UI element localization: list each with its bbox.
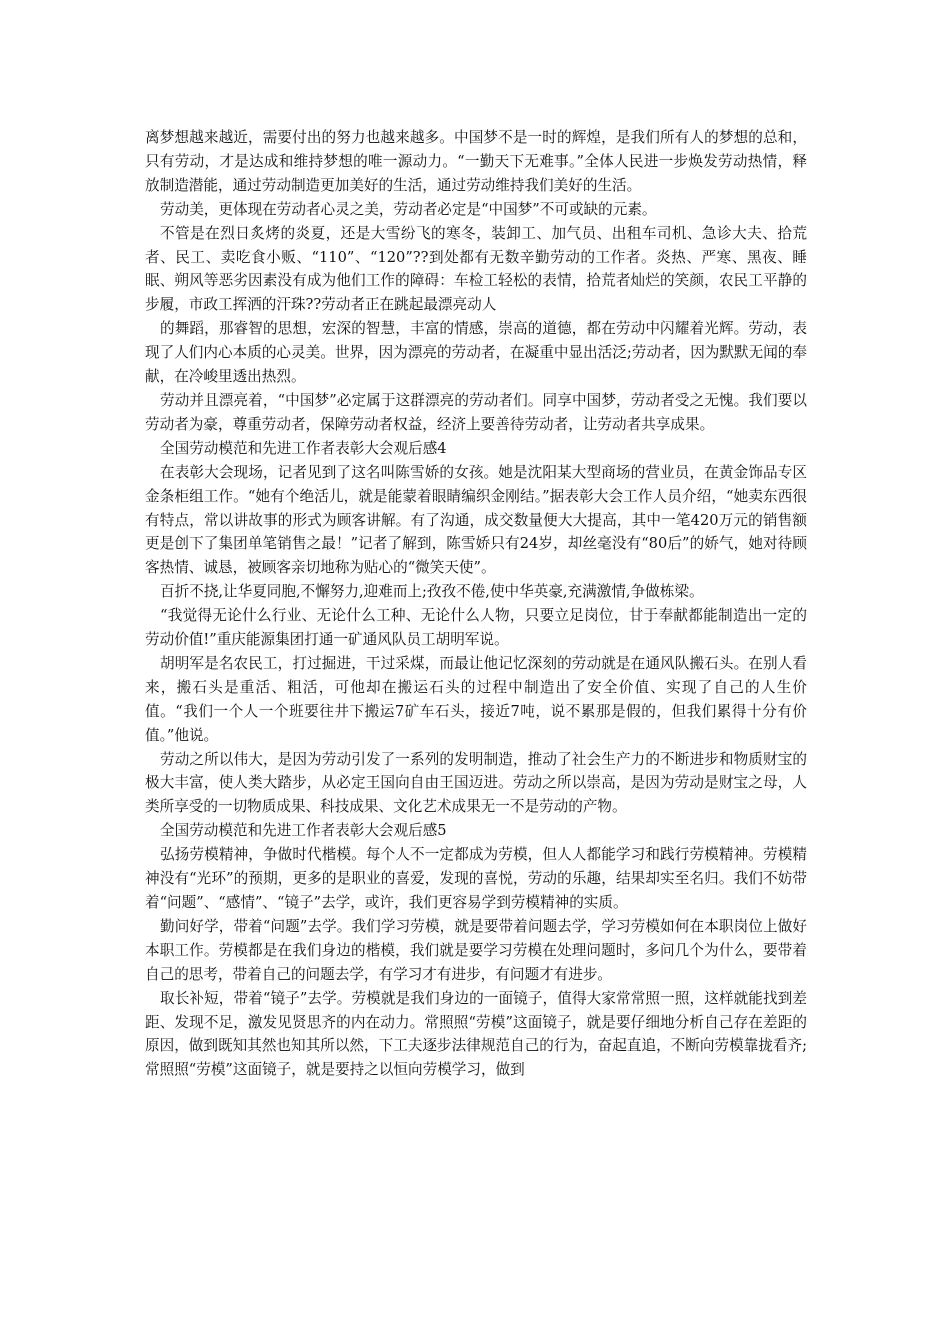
document-body bbox=[145, 126, 807, 1082]
section-heading-5: 全国劳动模范和先进工作者表彰大会观后感5 bbox=[160, 822, 447, 840]
section-heading-4: 全国劳动模范和先进工作者表彰大会观后感4 bbox=[160, 439, 447, 457]
paragraph-4: 的舞蹈，那睿智的思想，宏深的智慧，丰富的情感，崇高的道德，都在劳动中闪耀着光辉。劳动，表现了人们内心本质的心灵美。世界，因为漂亮的劳动者，在凝重中显出活泛;劳动者，因为默默无闻的奉献，在冷峻里透出热烈。 bbox=[145, 320, 807, 386]
paragraph-13: 取长补短，带着“镜子”去学。劳模就是我们身边的一面镜子，值得大家常常照一照，这样就能找到差距、发现不足，激发见贤思齐的内在动力。常照照“劳模”这面镜子，就是要仔细地分析自己存在差距的原因，做到既知其然也知其所以然，下工夫逐步法律规范自己的行为，奋起直追，不断向劳模靠拢看齐;常照照“劳模”这面镜子，就是要持之以恒向劳模学习，做到 bbox=[145, 989, 807, 1079]
paragraph-10: 劳动之所以伟大，是因为劳动引发了一系列的发明制造，推动了社会生产力的不断进步和物质财宝的极大丰富，使人类大踏步，从必定王国向自由王国迈进。劳动之所以崇高，是因为劳动是财宝之母，人类所享受的一切物质成果、科技成果、文化艺术成果无一不是劳动的产物。 bbox=[145, 750, 807, 816]
paragraph-6: 在表彰大会现场，记者见到了这名叫陈雪娇的女孩。她是沈阳某大型商场的营业员，在黄金饰品专区金条柜组工作。“她有个绝活儿，就是能蒙着眼睛编织金刚结。”据表彰大会工作人员介绍，“她卖东西很有特点，常以讲故事的形式为顾客讲解。有了沟通，成交数量便大大提高，其中一笔420万元的销售额更是创下了集团单笔销售之最！”记者了解到，陈雪娇只有24岁，却丝毫没有“80后”的娇气，她对待顾客热情、诚恳，被顾客亲切地称为贴心的“微笑天使”。 bbox=[145, 463, 807, 577]
paragraph-12: 勤问好学，带着“问题”去学。我们学习劳模，就是要带着问题去学，学习劳模如何在本职岗位上做好本职工作。劳模都是在我们身边的楷模，我们就是要学习劳模在处理问题时，多问几个为什么，要带着自己的思考，带着自己的问题去学，有学习才有进步，有问题才有进步。 bbox=[145, 917, 807, 983]
paragraph-5: 劳动并且漂亮着，“中国梦”必定属于这群漂亮的劳动者们。同享中国梦，劳动者受之无愧。我们要以劳动者为豪，尊重劳动者，保障劳动者权益，经济上要善待劳动者，让劳动者共享成果。 bbox=[145, 391, 807, 433]
paragraph-9: 胡明军是名农民工，打过掘进，干过采煤，而最让他记忆深刻的劳动就是在通风队搬石头。在别人看来，搬石头是重活、粗活，可他却在搬运石头的过程中制造出了安全价值、实现了自己的人生价值。“我们一个人一个班要往井下搬运7矿车石头，接近7吨，说不累那是假的，但我们累得十分有价值。”他说。 bbox=[145, 654, 807, 744]
paragraph-8: “我觉得无论什么行业、无论什么工种、无论什么人物，只要立足岗位，甘于奉献都能制造出一定的劳动价值!”重庆能源集团打通一矿通风队员工胡明军说。 bbox=[145, 607, 807, 649]
paragraph-3: 不管是在烈日炙烤的炎夏，还是大雪纷飞的寒冬，装卸工、加气员、出租车司机、急诊大夫、拾荒者、民工、卖吃食小贩、“110”、“120”??到处都有无数辛勤劳动的工作者。炎热、严寒、黑夜、睡眠、朔风等恶劣因素没有成为他们工作的障碍：车检工轻松的表情，拾荒者灿烂的笑颜，农民工平静的步履，市政工挥洒的汗珠??劳动者正在跳起最漂亮动人 bbox=[145, 224, 807, 314]
paragraph-11: 弘扬劳模精神，争做时代楷模。每个人不一定都成为劳模，但人人都能学习和践行劳模精神。劳模精神没有“光环”的预期，更多的是职业的喜爱，发现的喜悦，劳动的乐趣，结果却实至名归。我们不妨带着“问题”、“感情”、“镜子”去学，或许，我们更容易学到劳模精神的实质。 bbox=[145, 846, 807, 911]
paragraph-7: 百折不挠,让华夏同胞,不懈努力,迎难而上;孜孜不倦,使中华英豪,充满激情,争做栋梁。 bbox=[160, 583, 704, 601]
paragraph-1: 离梦想越来越近，需要付出的努力也越来越多。中国梦不是一时的辉煌，是我们所有人的梦想的总和，只有劳动，才是达成和维持梦想的唯一源动力。“一勤天下无难事。”全体人民进一步焕发劳动热情，释放制造潜能，通过劳动制造更加美好的生活，通过劳动维持我们美好的生活。 bbox=[145, 129, 807, 194]
paragraph-2: 劳动美，更体现在劳动者心灵之美，劳动者必定是“中国梦”不可或缺的元素。 bbox=[160, 200, 657, 218]
